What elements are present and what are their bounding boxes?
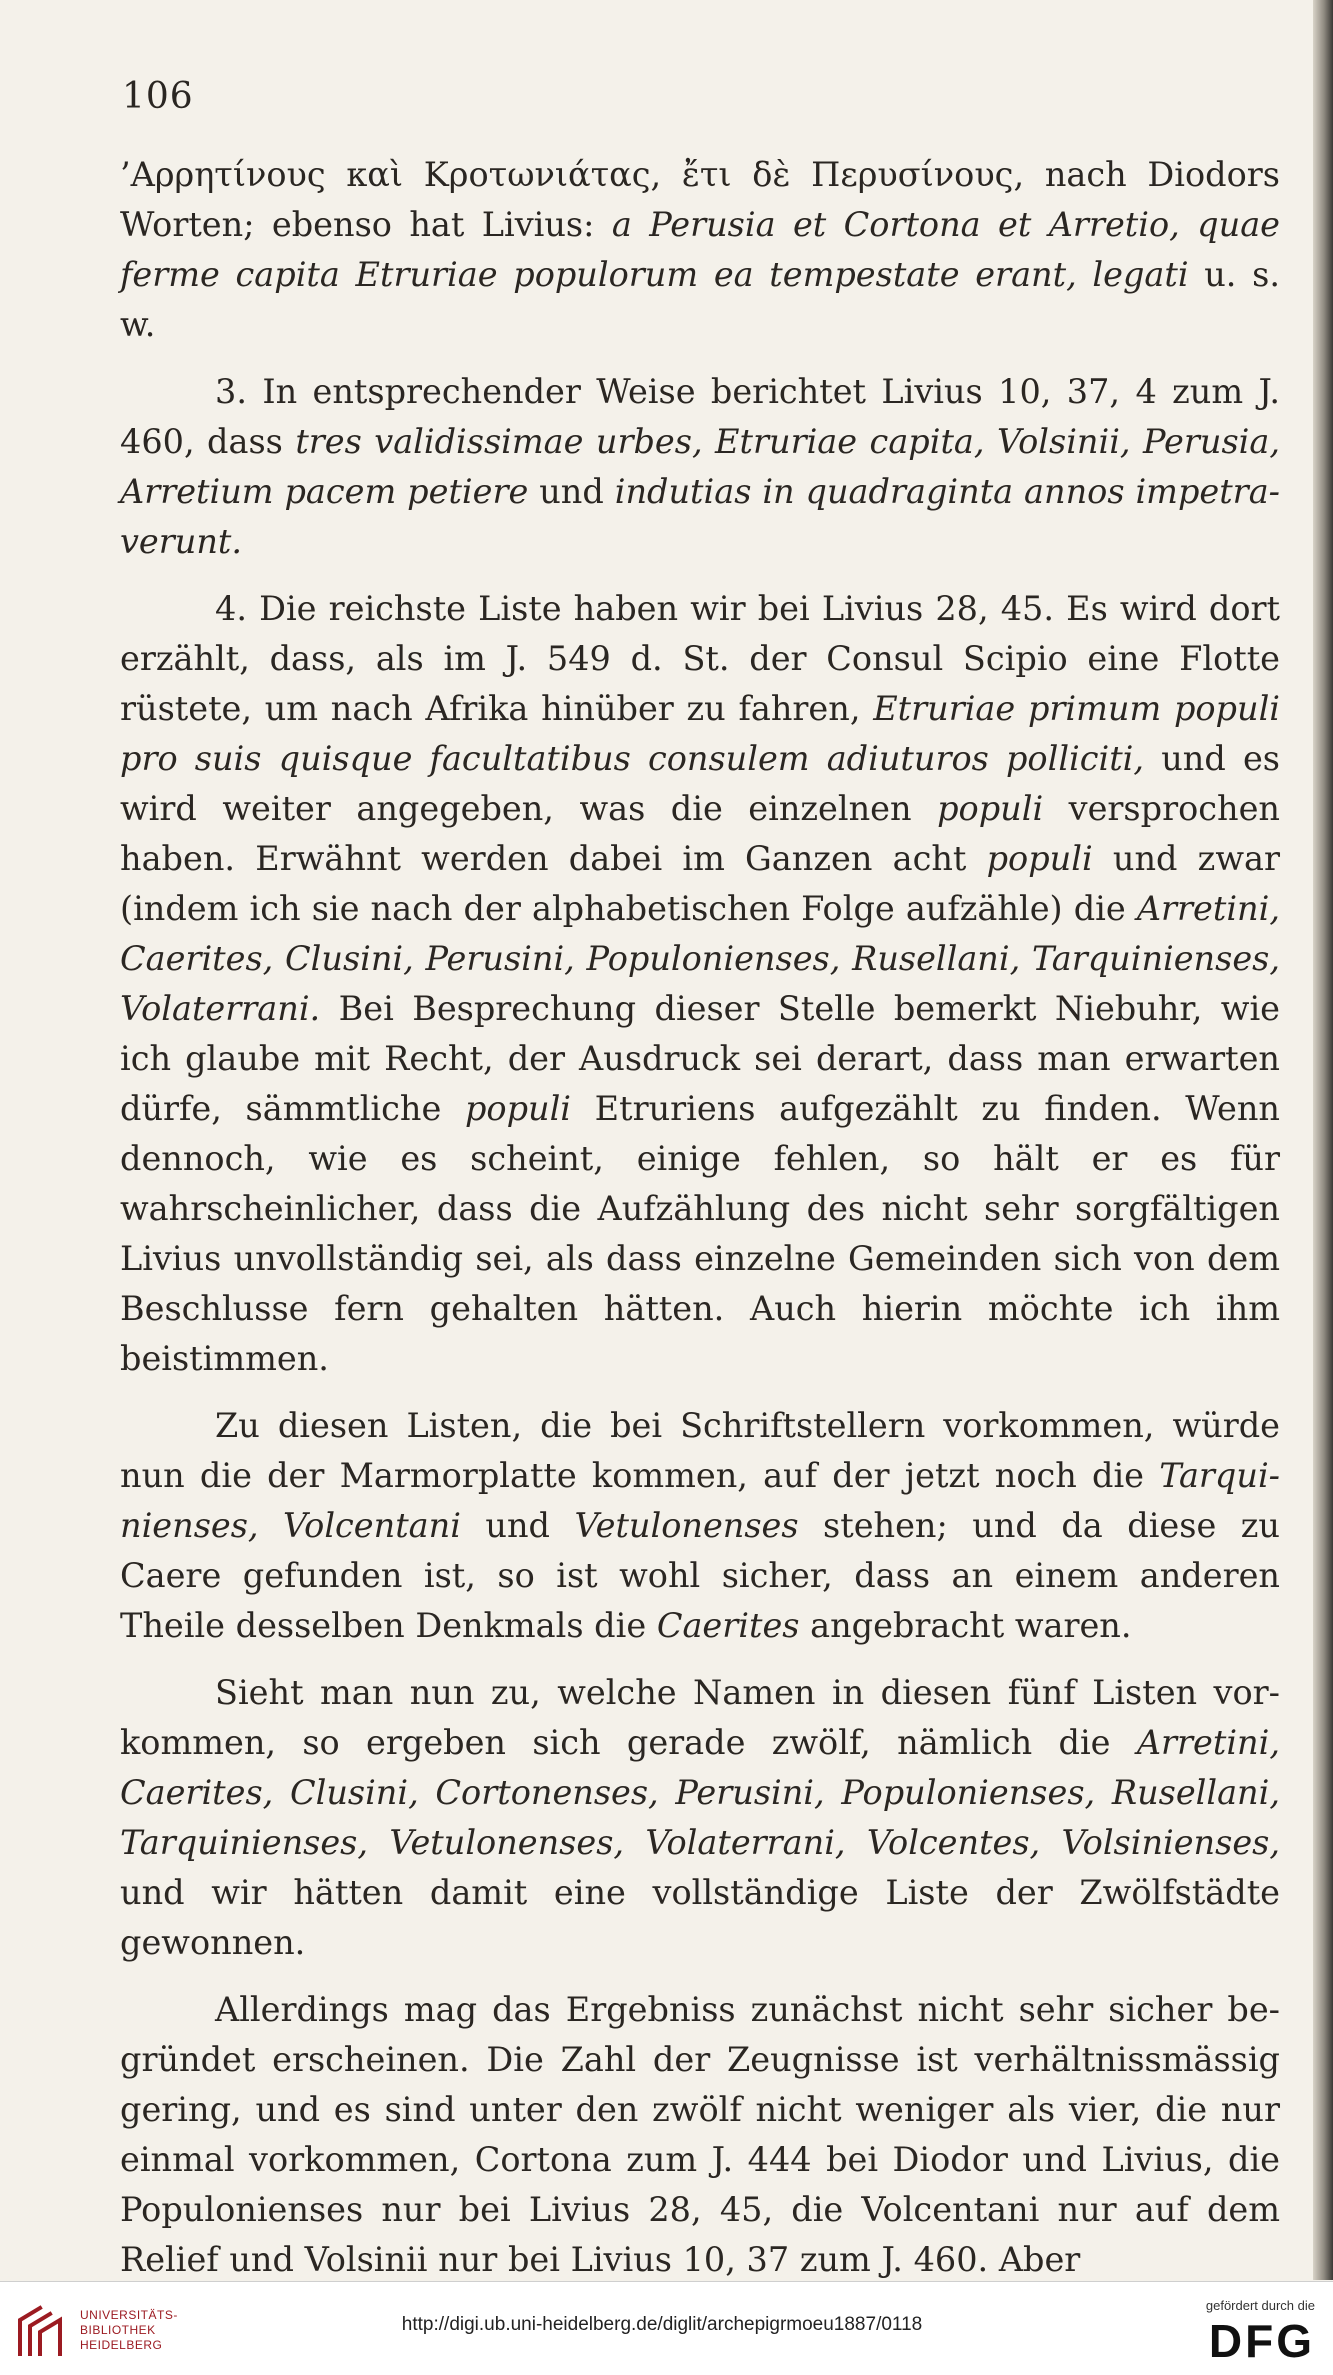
text-span: 3. In entsprechender Weise berichtet Livius 10, 37, 4 zum J. 460, dass	[120, 372, 1280, 461]
italic-span: a Perusia et Cortona et Arretio, quae ferme capita Etruriae populorum ea tempestate erant, legati	[120, 205, 1281, 294]
dfg-logo: DFG	[1208, 2315, 1315, 2367]
text-span: und wir hätten damit eine vollständige Liste der Zwölfstädte gewonnen.	[120, 1873, 1280, 1962]
library-name: UNIVERSITÄTS- BIBLIOTHEK HEIDELBERG	[80, 2308, 178, 2352]
paragraph-4	[120, 1401, 1280, 1651]
page-edge	[1313, 0, 1333, 2280]
page-number: 106	[122, 76, 194, 117]
footer-bar	[0, 2281, 1333, 2375]
italic-span: tres validissimae urbes, Etruriae capita, Volsinii, Perusia, Arretium pacem petiere	[120, 422, 1281, 511]
text-span: u. s. w.	[120, 255, 1280, 344]
text-span: und	[460, 1506, 575, 1545]
italic-span: indutias in quadraginta annos impetraverunt.	[120, 472, 1280, 561]
italic-span: Arretini, Caerites, Clusini, Perusini, Populonienses, Rusellani, Tarquinienses, Volaterrani.	[120, 889, 1280, 1028]
italic-span: populi	[986, 839, 1093, 878]
text-span: stehen; und da diese zu Caere gefunden ist, so ist wohl sicher, dass an einem anderen Theile desselben Denkmals die	[120, 1506, 1280, 1645]
paragraph-5	[120, 1668, 1280, 1968]
text-span: und zwar (indem ich sie nach der alphabetischen Folge aufzähle) die	[120, 839, 1280, 928]
funding-label: gefördert durch die	[1205, 2298, 1315, 2313]
italic-span: populi	[464, 1089, 572, 1128]
text-span: Etruriens aufgezählt zu finden. Wenn dennoch, wie es scheint, einige fehlen, so hält er es für wahrscheinlicher, dass die Aufzählung des nicht sehr sorgfältigen Livius unvollständig sei, als dass einzelne Gemeinden sich von dem Beschlusse fern gehalten hätten. Auch hierin möchte ich ihm beistimmen.	[120, 1089, 1280, 1378]
text-span: Sieht man nun zu, welche Namen in diesen fünf Listen vorkommen, so ergeben sich gerade zwölf, nämlich die	[120, 1673, 1280, 1762]
paragraph-1	[120, 150, 1280, 350]
text-span: 4. Die reichste Liste haben wir bei Livius 28, 45. Es wird dort erzählt, dass, als im J. 549 d. St. der Consul Scipio eine Flotte rüstete, um nach Afrika hinüber zu fahren,	[120, 589, 1280, 728]
italic-span: Etruriae primum populi pro suis quisque facultatibus consulem adiuturos polliciti,	[120, 689, 1281, 778]
italic-span: Arretini, Caerites, Clusini, Cortonenses, Perusini, Populonienses, Rusellani, Tarquinienses, Vetulonenses, Volaterrani, Volcentes, Volsinienses,	[120, 1723, 1280, 1862]
text-span: versprochen haben. Erwähnt werden dabei im Ganzen acht	[120, 789, 1280, 878]
library-logo-icon	[14, 2302, 70, 2360]
text-span: Allerdings mag das Ergebniss zunächst nicht sehr sicher begründet erscheinen. Die Zahl der Zeugnisse ist verhältnissmässig gering, und es sind unter den zwölf nicht weniger als vier, die nur einmal vorkommen, Cortona zum J. 444 bei Diodor und Livius, die Populonienses nur bei Livius 28, 45, die Volcentani nur auf dem Relief und Volsinii nur bei Livius 10, 37 zum J. 460. Aber	[120, 1990, 1280, 2279]
paragraph-6	[120, 1985, 1280, 2285]
italic-span: Vetulonenses	[574, 1506, 799, 1545]
text-span: Zu diesen Listen, die bei Schriftstellern vorkommen, würde nun die der Marmorplatte kommen, auf der jetzt noch die	[120, 1406, 1280, 1495]
permalink-url[interactable]: http://digi.ub.uni-heidelberg.de/diglit/archepigrmoeu1887/0118	[401, 2314, 923, 2335]
text-span: und es wird weiter angegeben, was die einzelnen	[120, 739, 1280, 828]
text-span: Bei Besprechung dieser Stelle bemerkt Niebuhr, wie ich glaube mit Recht, der Ausdruck sei derart, dass man erwarten dürfe, sämmtliche	[120, 989, 1280, 1128]
paragraph-3	[120, 584, 1280, 1384]
text-span: und	[528, 472, 615, 511]
body-text	[120, 150, 1280, 2285]
text-span: ’Αρρητίνους καὶ Κροτωνιάτας, ἔτι δὲ Περυσίνους, nach Diodors Worten; ebenso hat Livius:	[120, 155, 1280, 244]
paragraph-2	[120, 367, 1280, 567]
italic-span: Caerites	[656, 1606, 800, 1645]
italic-span: Tarquinienses, Volcentani	[120, 1456, 1280, 1545]
italic-span: populi	[937, 789, 1044, 828]
text-span: angebracht waren.	[799, 1606, 1132, 1645]
